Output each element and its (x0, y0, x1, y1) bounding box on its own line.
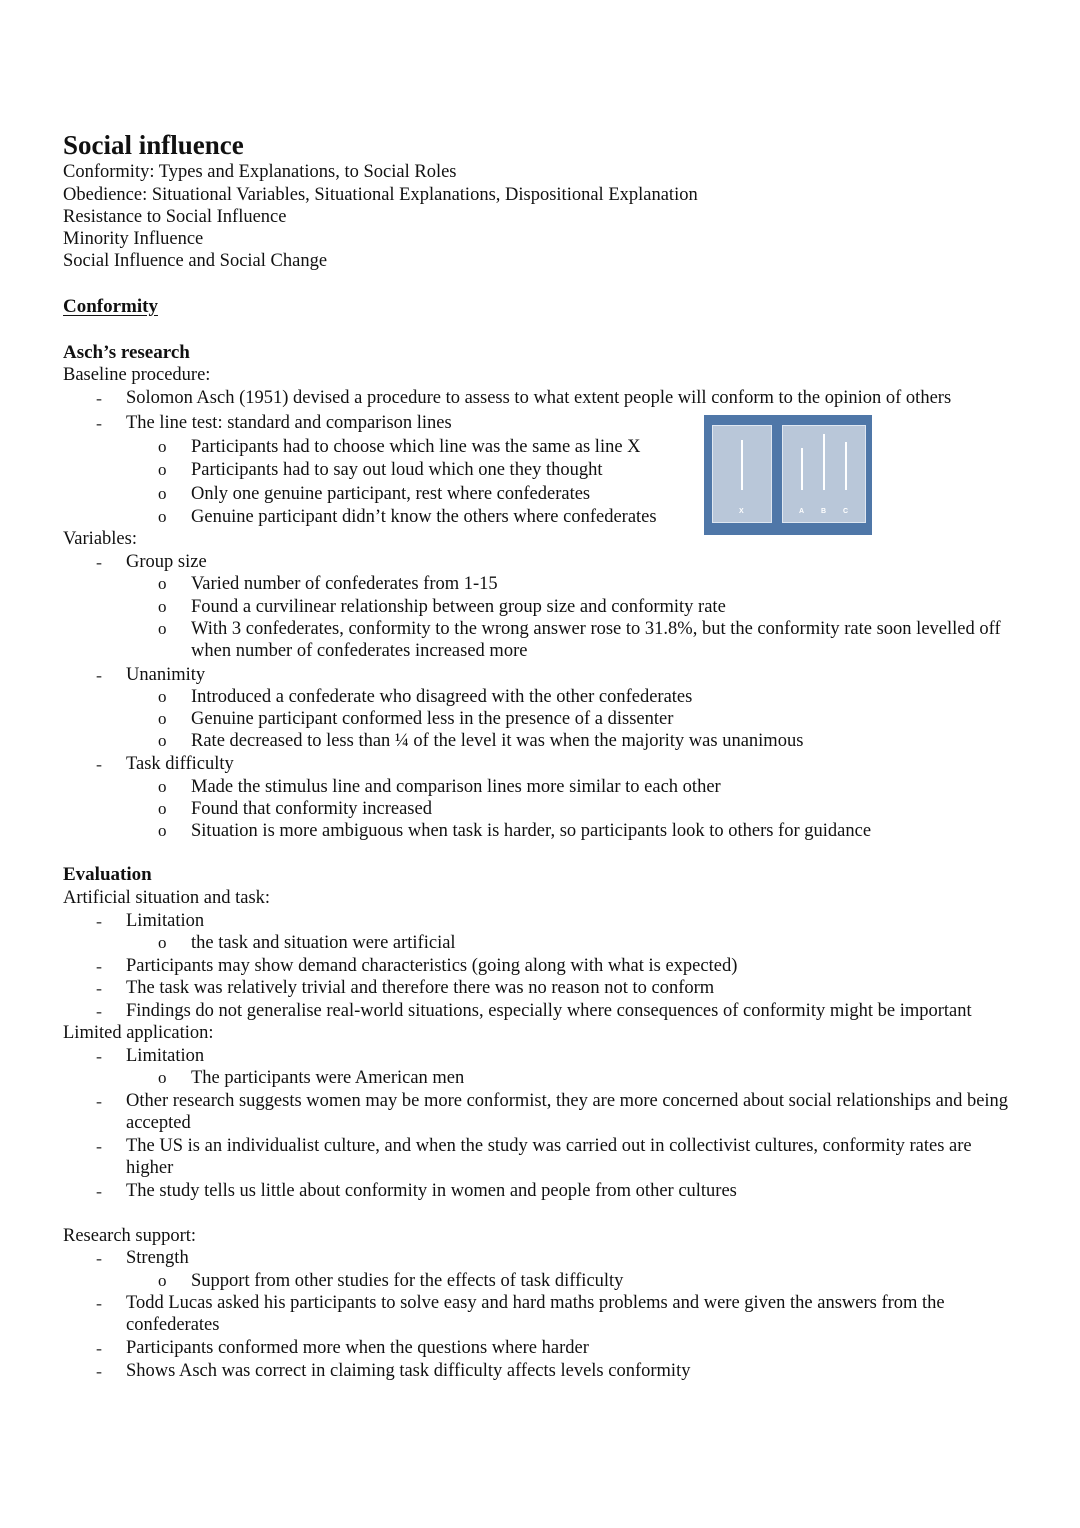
circle-bullet: o (158, 777, 167, 796)
dash-bullet: - (96, 665, 102, 685)
dash-bullet: - (96, 1046, 102, 1066)
sub-bullet-text: Made the stimulus line and comparison lines more similar to each other (191, 777, 721, 797)
asch-line-figure (704, 415, 872, 535)
standard-line-card (712, 425, 772, 523)
circle-bullet: o (158, 437, 167, 456)
bullet-text: Task difficulty (126, 754, 234, 774)
dash-bullet: - (96, 1091, 102, 1111)
circle-bullet: o (158, 1068, 167, 1087)
circle-bullet: o (158, 821, 167, 840)
circle-bullet: o (158, 1271, 167, 1290)
sub-bullet-text: Introduced a confederate who disagreed with the other confederates (191, 687, 693, 707)
topic-item: Minority Influence (63, 229, 204, 249)
line-label: X (739, 508, 744, 515)
page-title: Social influence (63, 130, 244, 160)
circle-bullet: o (158, 484, 167, 503)
comparison-lines-card (782, 425, 866, 523)
topic-item: Resistance to Social Influence (63, 207, 287, 227)
sub-bullet-text: Genuine participant didn’t know the others where confederates (191, 507, 657, 527)
sub-bullet-text: Situation is more ambiguous when task is harder, so participants look to others for guidance (191, 821, 872, 841)
topic-item: Social Influence and Social Change (63, 251, 328, 271)
bullet-text: The task was relatively trivial and therefore there was no reason not to conform (126, 978, 715, 998)
line-label: A (799, 508, 805, 515)
circle-bullet: o (158, 574, 167, 593)
line-label: C (843, 508, 849, 515)
bullet-text: Solomon Asch (1951) devised a procedure to assess to what extent people will conform to the opinion of others (126, 388, 952, 408)
circle-bullet: o (158, 731, 167, 750)
sub-bullet-text: Found a curvilinear relationship between group size and conformity rate (191, 597, 726, 617)
subsection-heading: Evaluation (63, 864, 152, 885)
dash-bullet: - (96, 956, 102, 976)
topic-item: Conformity: Types and Explanations, to Social Roles (63, 162, 457, 182)
bullet-text: Participants conformed more when the questions where harder (126, 1338, 589, 1358)
sub-bullet-text: The participants were American men (191, 1068, 465, 1088)
standard-line (741, 440, 743, 490)
sub-bullet-text: Participants had to choose which line was the same as line X (191, 437, 641, 457)
bullet-text: The line test: standard and comparison lines (126, 413, 452, 433)
subsection-heading: Asch’s research (63, 342, 190, 363)
label: Research support: (63, 1226, 197, 1246)
circle-bullet: o (158, 507, 167, 526)
bullet-text: The study tells us little about conformity in women and people from other cultures (126, 1181, 737, 1201)
sub-bullet-text: Genuine participant conformed less in the presence of a dissenter (191, 709, 674, 729)
sub-bullet-text: Found that conformity increased (191, 799, 432, 819)
bullet-text: Limitation (126, 1046, 205, 1066)
sub-bullet-text: Rate decreased to less than ¼ of the level it was when the majority was unanimous (191, 731, 804, 751)
bullet-text: Strength (126, 1248, 189, 1268)
bullet-text: Other research suggests women may be more conformist, they are more concerned about social relationships and being accepted (126, 1091, 1009, 1134)
dash-bullet: - (96, 388, 102, 408)
bullet-text: Todd Lucas asked his participants to solve easy and hard maths problems and were given the answers from the confederates (126, 1293, 945, 1336)
dash-bullet: - (96, 1181, 102, 1201)
bullet-text: Unanimity (126, 665, 206, 685)
sub-bullet-text: the task and situation were artificial (191, 933, 456, 953)
section-heading: Conformity (63, 296, 158, 317)
label: Limited application: (63, 1023, 214, 1043)
dash-bullet: - (96, 552, 102, 572)
comparison-line-b (823, 434, 825, 490)
dash-bullet: - (96, 1248, 102, 1268)
circle-bullet: o (158, 460, 167, 479)
bullet-text: The US is an individualist culture, and when the study was carried out in collectivist cultures, conformity rates are higher (126, 1136, 972, 1179)
circle-bullet: o (158, 597, 167, 616)
sub-bullet-text: Participants had to say out loud which one they thought (191, 460, 603, 480)
sub-bullet-text: Support from other studies for the effects of task difficulty (191, 1271, 624, 1291)
bullet-text: Participants may show demand characteristics (going along with what is expected) (126, 956, 738, 976)
bullet-text: Group size (126, 552, 207, 572)
bullet-text: Limitation (126, 911, 205, 931)
dash-bullet: - (96, 413, 102, 433)
circle-bullet: o (158, 933, 167, 952)
label: Variables: (63, 529, 137, 549)
label: Artificial situation and task: (63, 888, 271, 908)
dash-bullet: - (96, 1338, 102, 1358)
dash-bullet: - (96, 1293, 102, 1313)
sub-bullet-text: With 3 confederates, conformity to the wrong answer rose to 31.8%, but the conformity rate soon levelled off when number of confederates increased more (191, 619, 1001, 662)
topic-item: Obedience: Situational Variables, Situational Explanations, Dispositional Explanation (63, 185, 698, 205)
dash-bullet: - (96, 1001, 102, 1021)
sub-bullet-text: Varied number of confederates from 1-15 (191, 574, 498, 594)
dash-bullet: - (96, 754, 102, 774)
circle-bullet: o (158, 709, 167, 728)
dash-bullet: - (96, 1361, 102, 1381)
dash-bullet: - (96, 911, 102, 931)
circle-bullet: o (158, 619, 167, 638)
sub-bullet-text: Only one genuine participant, rest where confederates (191, 484, 591, 504)
circle-bullet: o (158, 799, 167, 818)
bullet-text: Findings do not generalise real-world situations, especially where consequences of conformity might be important (126, 1001, 972, 1021)
dash-bullet: - (96, 978, 102, 998)
comparison-line-a (801, 448, 803, 490)
circle-bullet: o (158, 687, 167, 706)
bullet-text: Shows Asch was correct in claiming task difficulty affects levels conformity (126, 1361, 691, 1381)
dash-bullet: - (96, 1136, 102, 1156)
line-label: B (821, 508, 827, 515)
label: Baseline procedure: (63, 365, 211, 385)
comparison-line-c (845, 442, 847, 490)
